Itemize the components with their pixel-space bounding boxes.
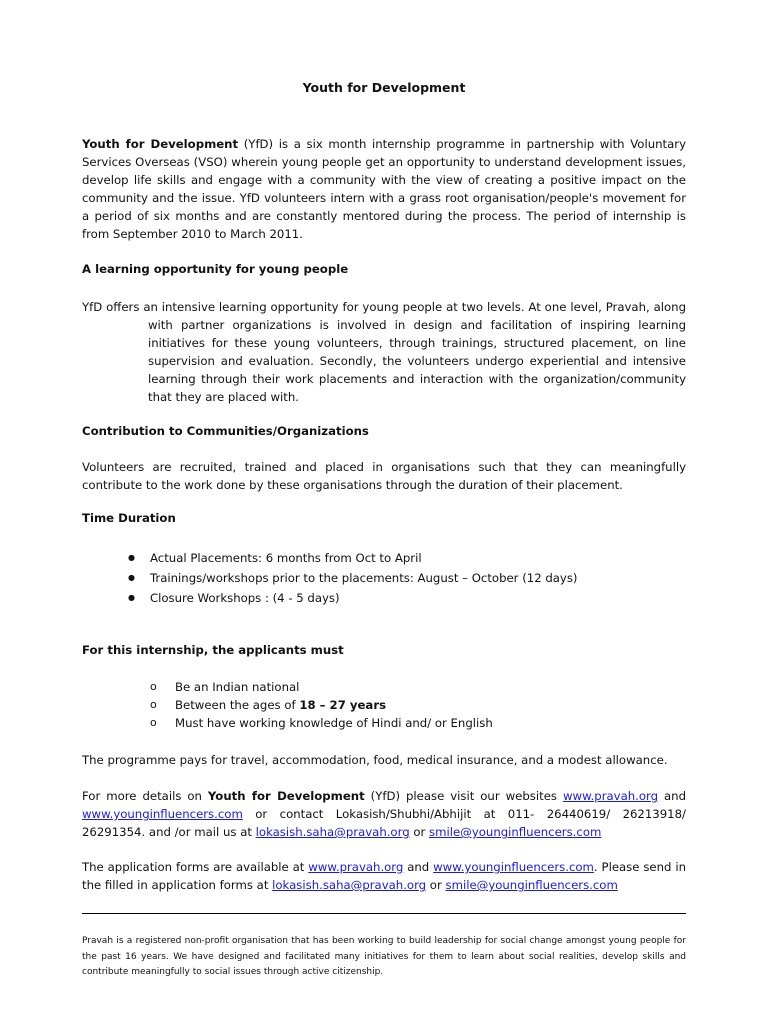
footer-note: Pravah is a registered non-profit organisation that has been working to build leadership for social change amongst young people for the past 16 years. We have designed and facilitated many initiatives for them to learn about social realities, develop skills and contribute meaningfully to social issues through active citizenship. xyxy=(82,936,686,977)
time-duration-heading: Time Duration xyxy=(82,511,176,525)
pravah-website-link[interactable]: www.pravah.org xyxy=(308,860,404,874)
circle-bullet-icon: o xyxy=(150,716,157,729)
programme-pays-paragraph: The programme pays for travel, accommodation, food, medical insurance, and a modest allowance. xyxy=(82,753,668,767)
smile-email-link[interactable]: smile@younginfluencers.com xyxy=(429,825,602,839)
younginfluencers-website-link[interactable]: www.younginfluencers.com xyxy=(82,807,243,821)
list-item: o Must have working knowledge of Hindi and/ or English xyxy=(150,716,493,730)
list-item: ● Closure Workshops : (4 - 5 days) xyxy=(128,588,578,608)
lokasish-email-link[interactable]: lokasish.saha@pravah.org xyxy=(255,825,410,839)
younginfluencers-website-link[interactable]: www.younginfluencers.com xyxy=(433,860,594,874)
intro-bold-lead: Youth for Development xyxy=(82,137,239,151)
footer-divider xyxy=(82,913,686,914)
learning-heading: A learning opportunity for young people xyxy=(82,262,349,276)
list-item: ● Trainings/workshops prior to the placements: August – October (12 days) xyxy=(128,568,578,588)
list-item: ● Actual Placements: 6 months from Oct to April xyxy=(128,548,578,568)
lokasish-email-link[interactable]: lokasish.saha@pravah.org xyxy=(272,878,427,892)
circle-bullet-icon: o xyxy=(150,698,157,711)
contribution-paragraph: Volunteers are recruited, trained and placed in organisations such that they can meaningfully contribute to the work done by these organisations through the duration of their placement. xyxy=(82,460,686,492)
applicants-heading: For this internship, the applicants must xyxy=(82,643,344,657)
smile-email-link[interactable]: smile@younginfluencers.com xyxy=(445,878,618,892)
age-range: 18 – 27 years xyxy=(299,698,387,712)
contribution-heading: Contribution to Communities/Organizations xyxy=(82,424,369,438)
circle-bullet-icon: o xyxy=(150,680,157,693)
details-bold-name: Youth for Development xyxy=(207,789,365,803)
list-item: o Be an Indian national xyxy=(150,680,300,694)
list-item: o Between the ages of 18 – 27 years xyxy=(150,698,387,712)
pravah-website-link[interactable]: www.pravah.org xyxy=(562,789,659,803)
page-title: Youth for Development xyxy=(302,80,466,95)
intro-paragraph xyxy=(82,135,686,243)
learning-paragraph: YfD offers an intensive learning opportunity for young people at two levels. At one level, Pravah, along with partner organizations is involved in design and facilitation of inspiring learning initiatives for these young volunteers, through trainings, structured placement, on line supervision and evaluation. Secondly, the volunteers undergo experiential and intensive learning through their work placements and interaction with the organization/community that they are placed with. xyxy=(82,300,686,404)
intro-text: (YfD) is a six month internship programme in partnership with Voluntary Services Overseas (VSO) wherein young people get an opportunity to understand development issues, develop life skills and engage with a community with the view of creating a positive impact on the community and the issue. YfD volunteers intern with a grass root organisation/people's movement for a period of six months and are constantly mentored during the process. The period of internship is from September 2010 to March 2011. xyxy=(82,137,686,241)
time-duration-list xyxy=(128,548,578,608)
application-paragraph: The application forms are available at www.pravah.org and www.younginfluencers.com. Please send in the filled in application forms at lokasish.saha@pravah.org or smile@younginfluencers.com xyxy=(82,860,686,892)
details-paragraph: For more details on Youth for Development (YfD) please visit our websites www.pravah.org and www.younginfluencers.com or contact Lokasish/Shubhi/Abhijit at 011- 26440619/ 26213918/ 26291354. and /or mail us at lokasish.saha@pravah.org or smile@younginfluencers.com xyxy=(82,789,686,839)
applicants-list xyxy=(150,678,493,732)
